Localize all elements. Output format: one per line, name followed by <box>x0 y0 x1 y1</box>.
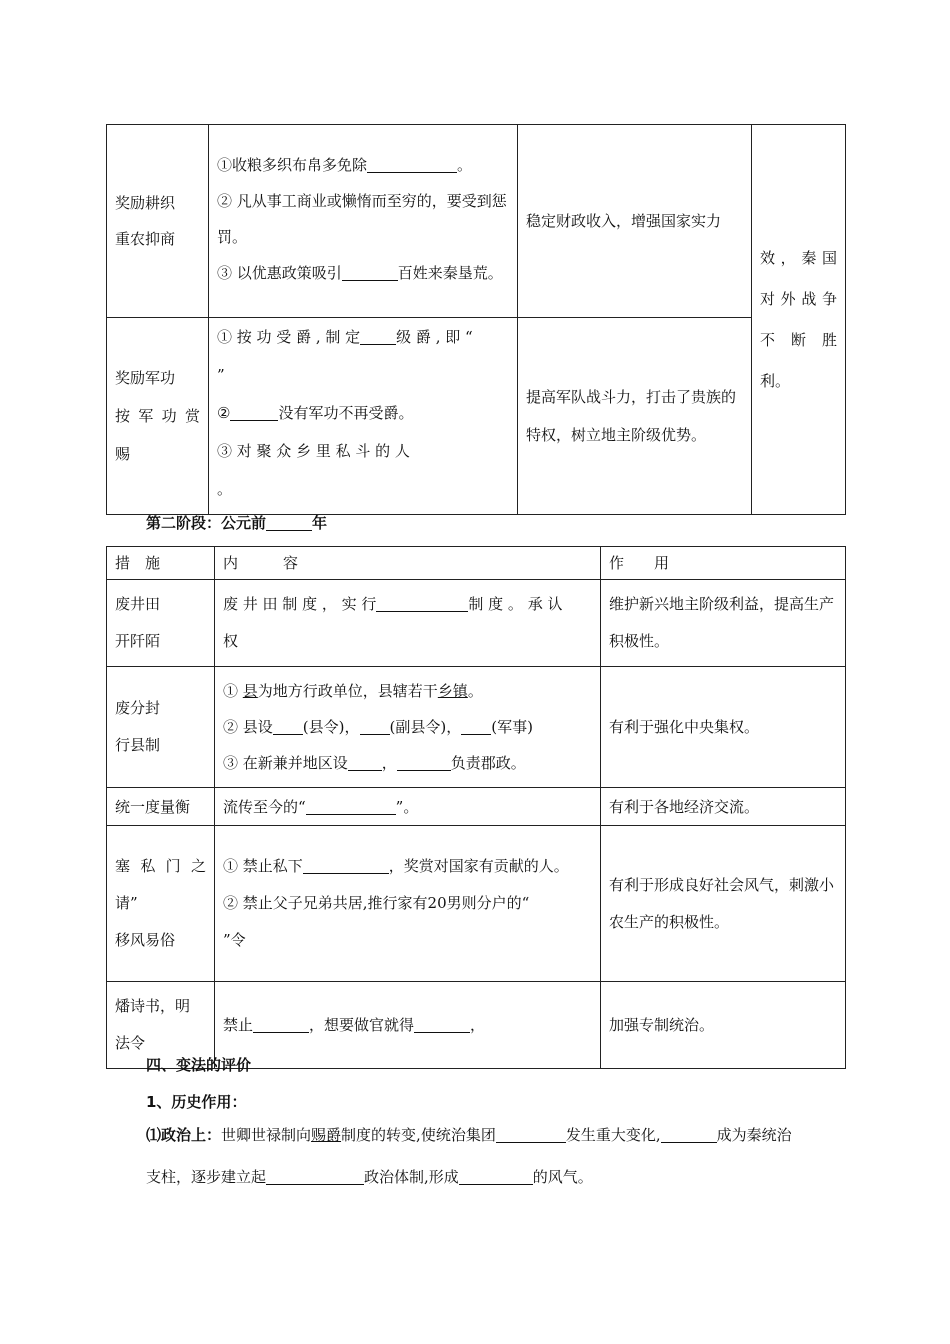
fill-blank[interactable] <box>360 328 396 345</box>
fill-blank[interactable] <box>303 857 389 874</box>
effect-cell: 有利于各地经济交流。 <box>601 788 846 826</box>
content-cell: 废 井 田 制 度 ， 实 行 制 度 。 承 认 权 <box>215 580 601 667</box>
fill-blank[interactable] <box>414 1016 470 1033</box>
content-cell: ① 按 功 受 爵 , 制 定 级 爵 , 即 “ ” ② 没有军功不再受爵。 ③ 对 聚 众 乡 里 私 斗 的 人 。 <box>209 318 518 515</box>
measure-cell: 废分封 行县制 <box>107 667 215 788</box>
fill-blank[interactable] <box>306 798 396 815</box>
reform-table-stage1 <box>106 124 846 515</box>
effect-cell: 有利于形成良好社会风气，刺激小农生产的积极性。 <box>601 826 846 982</box>
content-cell: 流传至今的“ ”。 <box>215 788 601 826</box>
stage2-heading: 第二阶段：公元前 年 <box>146 514 328 532</box>
header-effect: 作 用 <box>601 547 846 580</box>
fill-blank[interactable] <box>397 754 451 771</box>
measure-cell <box>107 125 209 318</box>
content-cell: ① 县为地方行政单位，县辖若干乡镇。 ② 县设 (县令)， (副县令)， (军事) ③ 在新兼并地区设 ， 负责郡政。 <box>215 667 601 788</box>
fill-blank[interactable] <box>461 718 491 735</box>
politics-paragraph: ⑴政治上：世卿世禄制向赐爵制度的转变,使统治集团 发生重大变化, 成为秦统治支柱，逐步建立起 政治体制,形成 的风气。 <box>146 1126 792 1186</box>
effect-cell: 有利于强化中央集权。 <box>601 667 846 788</box>
effect-cell: 提高军队战斗力，打击了贵族的特权，树立地主阶级优势。 <box>518 318 752 515</box>
fill-blank[interactable] <box>348 754 382 771</box>
measure-line: 奖励军功 <box>115 369 176 387</box>
fill-blank[interactable] <box>253 1016 309 1033</box>
measure-cell: 塞 私 门 之 请” 移风易俗 <box>107 826 215 982</box>
measure-line: 按 军 功 赏 <box>115 407 200 425</box>
fill-blank[interactable] <box>376 595 468 612</box>
politics-label: ⑴政治上： <box>146 1126 222 1144</box>
content-cell: ①收粮多织布帛多免除 。 ② 凡从事工商业或懒惰而至穷的，要受到惩罚。 ③ 以优惠政策吸引 百姓来秦垦荒。 <box>209 125 518 318</box>
fill-blank[interactable] <box>266 1168 364 1185</box>
fill-blank[interactable] <box>459 1168 533 1185</box>
measure-cell <box>107 318 209 515</box>
measure-cell: 燔诗书，明 法令 <box>107 982 215 1069</box>
effect-cell: 加强专制统治。 <box>601 982 846 1069</box>
header-content: 内 容 <box>215 547 601 580</box>
fill-blank[interactable] <box>230 404 278 421</box>
measure-cell: 废井田 开阡陌 <box>107 580 215 667</box>
side-note-cell: 效，秦国 对外战争 不 断 胜 利。 <box>752 125 846 515</box>
header-measure: 措 施 <box>107 547 215 580</box>
fill-blank[interactable] <box>360 718 390 735</box>
fill-blank[interactable] <box>367 156 457 173</box>
fill-blank[interactable] <box>342 264 398 281</box>
content-cell: ① 禁止私下 ，奖赏对国家有贡献的人。 ② 禁止父子兄弟共居,推行家有20男则分户的“ ”令 <box>215 826 601 982</box>
measure-line: 重农抑商 <box>115 230 176 248</box>
measure-line: 赐 <box>115 445 131 463</box>
reform-table-stage2 <box>106 546 846 1069</box>
fill-blank[interactable] <box>496 1126 566 1143</box>
fill-blank[interactable] <box>661 1126 717 1143</box>
section4-subtitle: 1、历史作用： <box>146 1093 247 1111</box>
measure-line: 奖励耕织 <box>115 194 176 212</box>
effect-cell: 维护新兴地主阶级利益，提高生产积极性。 <box>601 580 846 667</box>
section4-title: 四、变法的评价 <box>146 1056 252 1074</box>
content-cell: 禁止 ，想要做官就得 ， <box>215 982 601 1069</box>
effect-cell: 稳定财政收入，增强国家实力 <box>518 125 752 318</box>
fill-blank[interactable] <box>266 514 312 531</box>
fill-blank[interactable] <box>273 718 303 735</box>
measure-cell: 统一度量衡 <box>107 788 215 826</box>
